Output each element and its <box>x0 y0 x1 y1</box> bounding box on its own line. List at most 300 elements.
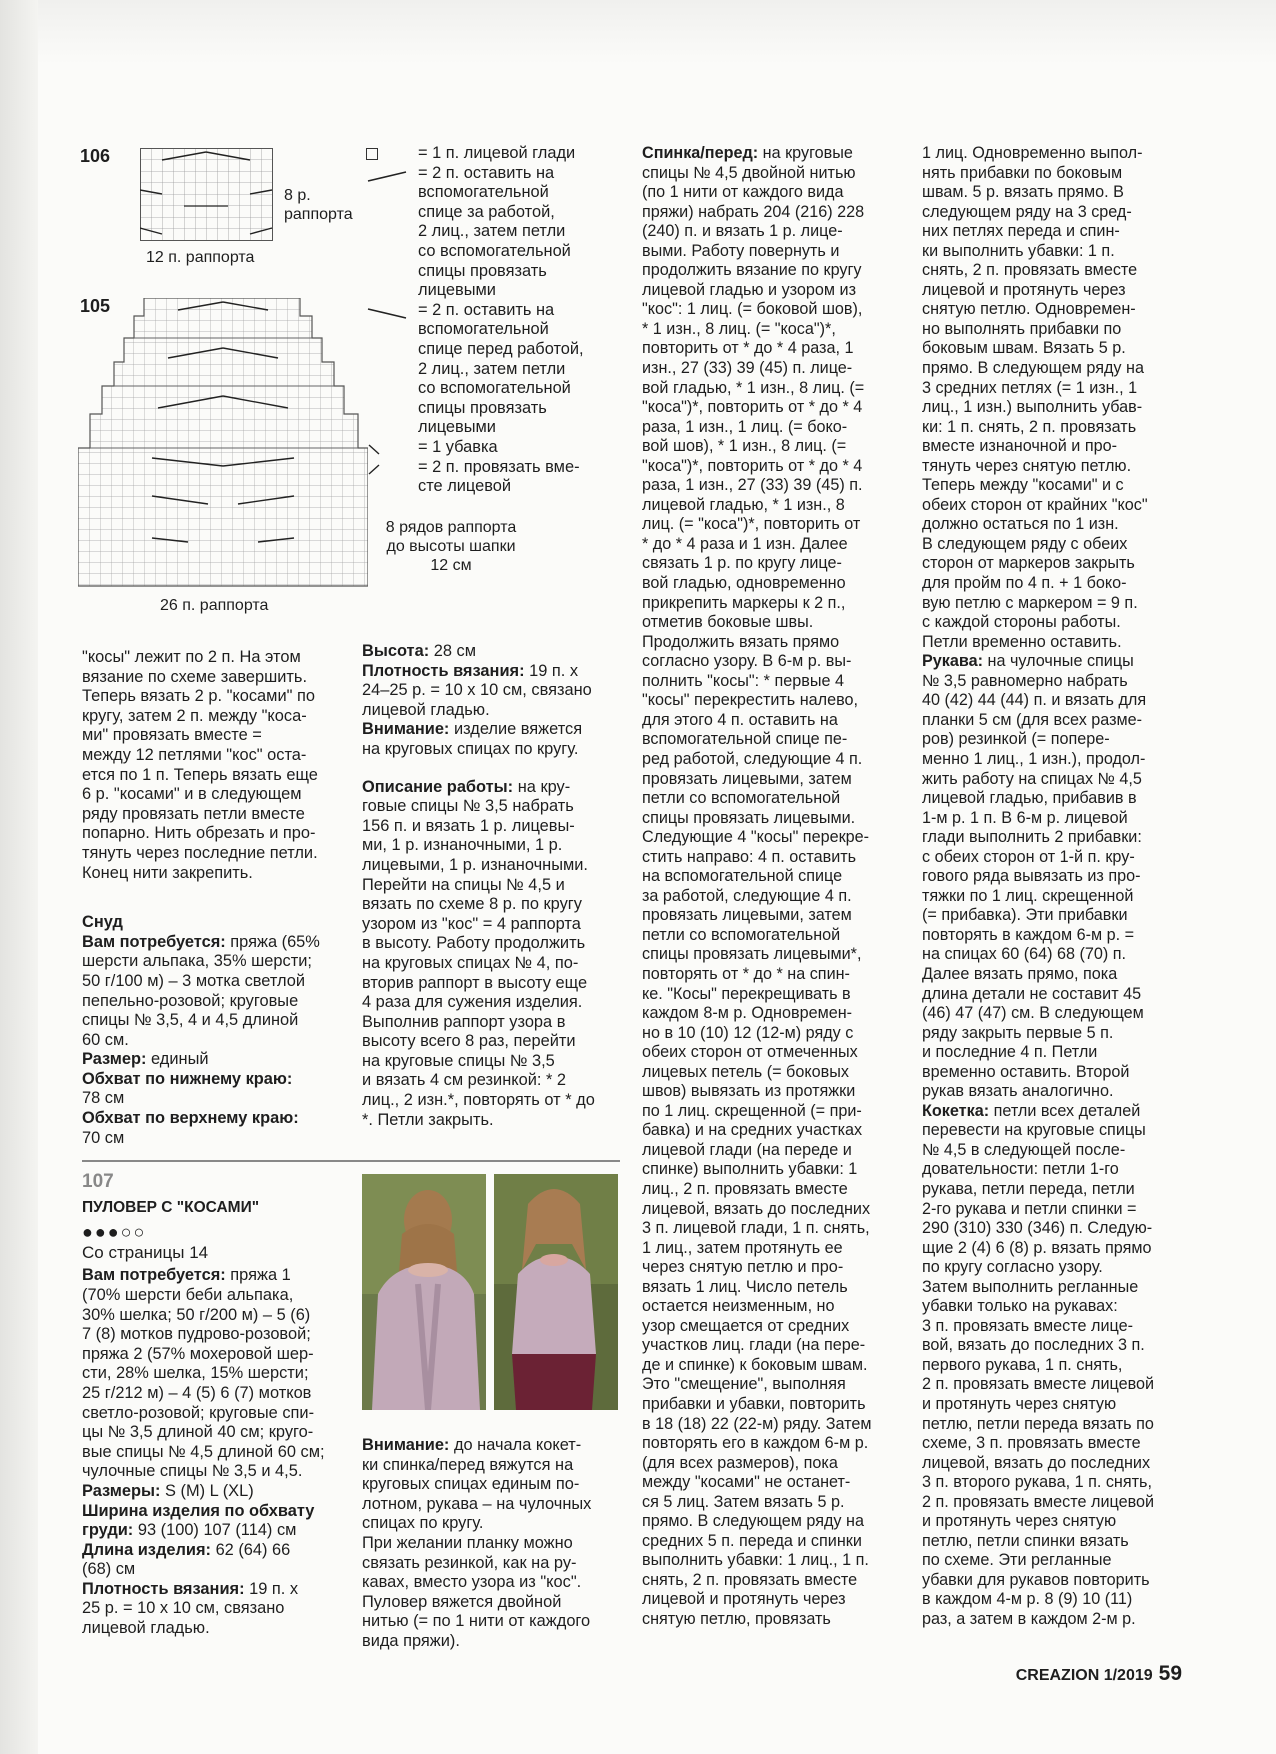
text-line: менно 1 лиц., 1 изн.), продол- <box>922 749 1146 768</box>
magazine-issue: CREAZION 1/2019 <box>1015 1667 1153 1684</box>
text-line: провязать лицевыми, затем <box>642 769 852 788</box>
sleeves-label: Рукава: <box>922 652 984 671</box>
text-line: лиц., 2 изн.*, повторять от * до <box>362 1091 595 1110</box>
text-line: снять, 2 п. провязать вместе <box>922 261 1138 280</box>
top-girth-label: Обхват по верхнему краю: <box>82 1109 299 1128</box>
text-line: каждом 8-м р. Одновремен- <box>642 1004 853 1023</box>
text-line: При желании планку можно <box>362 1533 573 1552</box>
text-line: на спицах 60 (64) 68 (70) п. <box>922 945 1127 964</box>
text-line: в 18 (18) 22 (22-м) ряду. Затем <box>642 1414 872 1433</box>
text-line: петли со вспомогательной <box>642 789 841 808</box>
text-line: на вспомогательной спице <box>642 867 843 886</box>
text-line: спицы провязать лицевыми. <box>642 808 856 827</box>
text-line: "коса")*, повторить от * до * 4 <box>642 456 863 475</box>
text-line: 60 см. <box>82 1030 129 1049</box>
legend-text: спицы провязать <box>418 261 547 280</box>
text-line: отметив боковые швы. <box>642 613 814 632</box>
text-line: вой гладью, одновременно <box>642 574 846 593</box>
text-line: выми. Работу повернуть и <box>642 241 840 260</box>
text-line: провязать лицевыми, затем <box>642 906 852 925</box>
text-line: пряжа 1 <box>230 1266 291 1285</box>
legend-text: спице за работой, <box>418 202 555 221</box>
text-line: вязать 1 лиц. Число петель <box>642 1277 848 1296</box>
text-line: раз, а затем в каждом 2-м р. <box>922 1610 1136 1629</box>
text-line: 30% шелка; 50 г/200 м) – 5 (6) <box>82 1305 311 1324</box>
difficulty-rating: ●●●○○ <box>82 1222 147 1243</box>
text-line: глади выполнить 2 прибавки: <box>922 828 1142 847</box>
text-line: вида пряжи). <box>362 1631 460 1650</box>
text-line: для пройм по 4 п. + 1 боко- <box>922 574 1127 593</box>
text-line: жить работу на спицах № 4,5 <box>922 769 1142 788</box>
text-line: снятую петлю. Одновремен- <box>922 300 1136 319</box>
text-line: и вязать 4 см резинкой: * 2 <box>362 1071 567 1090</box>
text-line: через снятую петлю и про- <box>642 1258 844 1277</box>
text-line: связать резинкой, как на ру- <box>362 1553 577 1572</box>
text-line: шерсти альпака, 35% шерсти; <box>82 952 312 971</box>
text-line: на круговых спицах № 4, по- <box>362 953 579 972</box>
bottom-girth-label: Обхват по нижнему краю: <box>82 1069 293 1088</box>
text-line: 50 г/100 м) – 3 мотка светлой <box>82 971 306 990</box>
chart-105-rows-line: 8 рядов раппорта <box>385 519 517 536</box>
text-line: полнить "косы": * первые 4 <box>642 671 844 690</box>
text-line: тяжки по 1 лиц. скрещенной <box>922 886 1134 905</box>
page-footer <box>1016 1662 1182 1686</box>
text-line: повторять в каждом 6-м р. = <box>922 925 1135 944</box>
text-line: круговых спицах единым по- <box>362 1475 580 1494</box>
text-line: согласно узору. В 6-м р. вы- <box>642 652 852 671</box>
text-line: Выполнив раппорт узора в <box>362 1012 566 1031</box>
text-line: 3 средних петлях (= 1 изн., 1 <box>922 378 1138 397</box>
text-line: спицах по кругу. <box>362 1514 484 1533</box>
text-line: спинке) выполнить убавки: 1 <box>642 1160 858 1179</box>
text-line: лицевой и протянуть через <box>922 280 1126 299</box>
text-line: Далее вязать прямо, пока <box>922 964 1118 983</box>
text-line: лицевой, вязать до последних <box>642 1199 871 1218</box>
text-line: 7 (8) мотков пудрово-розовой; <box>82 1325 311 1344</box>
text-line: раза, 1 изн., 1 лиц. (= боко- <box>642 417 848 436</box>
text-line: изделие вяжется <box>453 720 583 739</box>
column-4-sleeves-yoke <box>922 144 1194 1630</box>
text-line: (240) п. и вязать 1 р. лице- <box>642 222 843 241</box>
text-line: вместе изнаночной и про- <box>922 437 1117 456</box>
text-line: светло-розовой; круговые спи- <box>82 1403 315 1422</box>
text-line: лицевой гладью. <box>362 700 490 719</box>
column-2-bottom <box>362 1436 626 1652</box>
text-line: гового ряда вывязать из про- <box>922 867 1141 886</box>
chart-105-rows-line: 12 см <box>430 557 472 574</box>
text-line: 1 лиц. Одновременно выпол- <box>922 144 1143 162</box>
text-line: пряжи) набрать 204 (216) 228 <box>642 202 865 221</box>
text-line: нитью (= по 1 нити от каждого <box>362 1612 591 1631</box>
text-line: снятую петлю, провязать <box>642 1610 831 1629</box>
text-line: № 3,5 равномерно набрать <box>922 671 1128 690</box>
text-line: убавки для рукавов повторить <box>922 1570 1150 1589</box>
height-label: Высота: <box>362 642 430 660</box>
text-line: *. Петли закрыть. <box>362 1110 494 1129</box>
text-line: вторив раппорт в высоту еще <box>362 973 588 992</box>
text-line: прямо. В следующем ряду на <box>642 1512 864 1531</box>
pattern-number: 107 <box>82 1171 114 1192</box>
chart-106-stitches-label: 12 п. раппорта <box>146 249 255 266</box>
text-line: повторить от * до * 4 раза, 1 <box>642 339 854 358</box>
text-line: сти, 28% шелка, 15% шерсти; <box>82 1364 309 1383</box>
text-line: нять прибавки по боковым <box>922 163 1123 182</box>
text-line: планки 5 см (для всех разме- <box>922 710 1143 729</box>
text-line: с каждой стороны работы. <box>922 613 1121 632</box>
page-top-shadow <box>0 0 1276 64</box>
text-line: Теперь вязать 2 р. "косами" по <box>82 687 315 706</box>
text-line: в высоту. Работу продолжить <box>362 934 586 953</box>
text-line: (по 1 нити от каждого вида <box>642 183 844 202</box>
legend-text: 2 лиц., затем петли <box>418 222 566 241</box>
text-line: говые спицы № 3,5 набрать <box>362 797 574 816</box>
text-line: боковым швам. Вязать 5 р. <box>922 339 1126 358</box>
text-line: следующем ряду на 3 сред- <box>922 202 1132 221</box>
text-line: петли со вспомогательной <box>642 925 841 944</box>
text-line: вязать по схеме 8 р. по кругу <box>362 895 582 914</box>
size-label: Размер: <box>82 1050 147 1069</box>
text-line: продолжить вязание по кругу <box>642 261 862 280</box>
text-line: до начала кокет- <box>453 1436 582 1454</box>
legend-text: со вспомогательной <box>418 379 571 398</box>
legend-text: лицевыми <box>418 418 496 437</box>
text-line: для этого 4 п. оставить на <box>642 710 838 729</box>
legend-text: = 2 п. оставить на <box>418 300 555 319</box>
length-value-cont: (68) см <box>82 1560 136 1579</box>
text-line: и протянуть через снятую <box>922 1395 1117 1413</box>
chart-105-stitches-label: 26 п. раппорта <box>160 597 269 614</box>
text-line: Продолжить вязать прямо <box>642 632 840 651</box>
text-line: 156 п. и вязать 1 р. лицевы- <box>362 816 575 835</box>
text-line: повторять от * до * на спин- <box>642 964 850 983</box>
length-value: 62 (64) 66 <box>215 1540 291 1559</box>
chart-106-rows-label <box>284 186 353 224</box>
attention-label: Внимание: <box>362 720 450 739</box>
text-line: цы № 3,5 длиной 40 см; круго- <box>82 1423 314 1442</box>
length-label: Длина изделия: <box>82 1540 211 1559</box>
text-line: вой шов), * 1 изн., 8 лиц. (= <box>642 437 847 456</box>
text-line: "косы" перекрестить налево, <box>642 691 859 710</box>
text-line: 6 р. "косами" и в следующем <box>82 785 302 804</box>
text-line: пряжа 2 (57% мохеровой шер- <box>82 1344 314 1363</box>
text-line: ми, 1 р. изнаночными, 1 р. <box>362 836 563 855</box>
text-line: 25 р. = 10 х 10 см, связано <box>82 1599 285 1618</box>
text-line: и последние 4 п. Петли <box>922 1043 1098 1062</box>
text-line: ряду закрыть первые 5 п. <box>922 1023 1114 1042</box>
text-line: спицы провязать лицевыми*, <box>642 945 862 964</box>
text-line: ки спинка/перед вяжутся на <box>362 1455 574 1474</box>
text-line: обеих сторон от отмеченных <box>642 1043 858 1062</box>
legend-text: со вспомогательной <box>418 241 571 260</box>
text-line: на круговые спицы № 3,5 <box>362 1051 555 1070</box>
text-line: 1 лиц., затем протянуть ее <box>642 1238 843 1257</box>
cable-right-icon <box>366 303 412 321</box>
text-line: 4 раза для сужения изделия. <box>362 993 583 1012</box>
text-line: Следующие 4 "косы" перекре- <box>642 828 870 847</box>
text-line: "кос": 1 лиц. (= боковой шов), <box>642 300 863 319</box>
top-girth-value: 70 см <box>82 1128 125 1147</box>
legend-item <box>366 438 626 458</box>
text-line: прямо. В следующем ряду на <box>922 359 1144 378</box>
text-line: вую петлю с маркером = 9 п. <box>922 593 1138 612</box>
text-line: вспомогательной спице пе- <box>642 730 848 749</box>
text-line: (= прибавка). Эти прибавки <box>922 906 1128 925</box>
width-value: 93 (100) 107 (114) см <box>137 1521 297 1540</box>
legend-item <box>366 144 626 164</box>
attention-label: Внимание: <box>362 1436 450 1454</box>
text-line: изн., 27 (33) 39 (45) п. лице- <box>642 359 853 378</box>
text-line: средних 5 п. переда и спинки <box>642 1531 862 1550</box>
text-line: вой, вязать до последних 3 п. <box>922 1336 1145 1355</box>
text-line: вязание по схеме завершить. <box>82 667 308 686</box>
legend-item <box>366 458 626 497</box>
text-line: 2-го рукава и петли спинки = <box>922 1199 1137 1218</box>
legend-text: спицы провязать <box>418 398 547 417</box>
back-front-label: Спинка/перед: <box>642 144 759 162</box>
text-line: ке. "Косы" перекрещивать в <box>642 984 851 1003</box>
text-line: лиц. (= "коса")*, повторить от <box>642 515 861 534</box>
text-line: вые спицы № 4,5 длиной 60 см; <box>82 1442 325 1461</box>
bottom-girth-value: 78 см <box>82 1089 125 1108</box>
text-line: вой гладью, * 1 изн., 8 лиц. (= <box>642 378 865 397</box>
sweater-back-photo <box>362 1174 486 1410</box>
text-line: между "косами" не останет- <box>642 1473 851 1492</box>
text-line: попарно. Нить обрезать и про- <box>82 824 316 843</box>
legend-text: = 1 убавка <box>418 437 498 456</box>
text-line: Затем выполнить регланные <box>922 1277 1139 1296</box>
legend-text: вспомогательной <box>418 320 549 339</box>
text-line: сторон от маркеров закрыть <box>922 554 1135 573</box>
legend-text: 2 лиц., затем петли <box>418 359 566 378</box>
text-line: на круговых спицах по кругу. <box>362 739 579 758</box>
text-line: 19 п. х <box>529 661 579 680</box>
text-line: лицевых петель (= боковых <box>642 1062 849 1081</box>
text-line: ки выполнить убавки: 1 п. <box>922 241 1115 260</box>
text-line: длина детали не составит 45 <box>922 984 1142 1003</box>
text-line: с обеих сторон от 1-й п. кру- <box>922 847 1135 866</box>
section-divider <box>82 1160 620 1162</box>
text-line: 2 п. провязать вместе лицевой <box>922 1375 1155 1394</box>
text-line: "косы" лежит по 2 п. На этом <box>82 648 301 666</box>
text-line: Перейти на спицы № 4,5 и <box>362 875 565 894</box>
text-line: лицевой гладью, * 1 изн., 8 <box>642 495 845 514</box>
legend-item <box>366 164 626 301</box>
legend-text: = 1 п. лицевой глади <box>418 144 576 162</box>
column-1 <box>82 648 352 1148</box>
text-line: спицы № 4,5 двойной нитью <box>642 163 856 182</box>
text-line: лицевой и протянуть через <box>642 1590 846 1609</box>
column-3-back-front <box>642 144 914 1630</box>
legend-text: = 2 п. провязать вме- <box>418 457 580 476</box>
text-line: узор смещается от средних <box>642 1316 850 1335</box>
text-line: кругу, затем 2 п. между "коса- <box>82 706 307 725</box>
text-line: первого рукава, 1 п. снять, <box>922 1355 1123 1374</box>
legend-text: лицевыми <box>418 281 496 300</box>
text-line: но в 10 (10) 12 (12-м) ряду с <box>642 1023 854 1042</box>
yoke-label-row <box>922 1102 1194 1122</box>
text-line: лицевой гладью, прибавив в <box>922 789 1137 808</box>
text-line: между 12 петлями "кос" оста- <box>82 745 307 764</box>
text-line: швов) вывязать из протяжки <box>642 1082 856 1101</box>
text-line: Конец нити закрепить. <box>82 863 253 882</box>
column-2 <box>362 642 622 1130</box>
text-line: на круговые <box>762 144 853 162</box>
text-line: № 4,5 в следующей после- <box>922 1140 1126 1159</box>
legend-text: сте лицевой <box>418 477 512 496</box>
text-line: пепельно-розовой; круговые <box>82 991 299 1010</box>
text-line: 1-м р. 1 п. В 6-м р. лицевой <box>922 808 1128 827</box>
text-line: 24–25 р. = 10 х 10 см, связано <box>362 681 592 700</box>
hat-finish-text <box>82 648 352 883</box>
decrease-icon <box>366 440 386 458</box>
text-line: узором из "кос" = 4 раппорта <box>362 914 581 933</box>
density-label: Плотность вязания: <box>82 1579 245 1598</box>
chart-106-rows-line: раппорта <box>284 206 353 223</box>
chart-105-rows-label <box>376 518 526 575</box>
text-line: на чулочные спицы <box>987 652 1134 671</box>
text-line: * 1 изн., 8 лиц. (= "коса")*, <box>642 319 836 338</box>
text-line: стить направо: 4 п. оставить <box>642 847 857 866</box>
text-line: высоту всего 8 раз, перейти <box>362 1032 576 1051</box>
sleeves-label-row <box>922 652 1194 672</box>
text-line: ся 5 лиц. Затем вязать 5 р. <box>642 1492 845 1511</box>
text-line: 3 п. лицевой глади, 1 п. снять, <box>642 1219 870 1238</box>
text-line: * до * 4 раза и 1 изн. Далее <box>642 534 848 553</box>
text-line: В следующем ряду с обеих <box>922 534 1128 553</box>
text-line: лицевыми, 1 р. изнаночными. <box>362 855 588 874</box>
chart-106-grid <box>140 148 274 242</box>
text-line: 290 (310) 330 (346) п. Следую- <box>922 1219 1153 1238</box>
text-line: 3 п. второго рукава, 1 п. снять, <box>922 1473 1152 1492</box>
sizes-value: S (M) L (XL) <box>165 1481 254 1500</box>
text-line: "коса")*, повторить от * до * 4 <box>642 398 863 417</box>
text-line: Это "смещение", выполняя <box>642 1375 846 1394</box>
snud-title: Снуд <box>82 913 123 932</box>
text-line: и протянуть через снятую <box>922 1512 1117 1531</box>
text-line: Пуловер вяжется двойной <box>362 1592 562 1611</box>
chart-106-number: 106 <box>80 146 111 166</box>
text-line: рукав вязать аналогично. <box>922 1082 1114 1101</box>
chart-legend <box>366 144 626 497</box>
legend-text: вспомогательной <box>418 183 549 202</box>
text-line: 25 г/212 м) – 4 (5) 6 (7) мотков <box>82 1383 312 1402</box>
text-line: ред работой, следующие 4 п. <box>642 749 863 768</box>
pattern-title: ПУЛОВЕР С "КОСАМИ" <box>82 1198 260 1216</box>
width-label-cont: груди: <box>82 1521 134 1540</box>
text-line: прибавки и убавки, повторить <box>642 1395 866 1413</box>
text-line: швам. 5 р. вязать прямо. В <box>922 183 1124 202</box>
from-page-note: Со страницы 14 <box>82 1242 209 1262</box>
text-line: 40 (42) 44 (44) п. и вязать для <box>922 691 1147 710</box>
text-line: спицы № 3,5, 4 и 4,5 длиной <box>82 1011 299 1030</box>
text-line: лиц., 1 изн.) выполнить убав- <box>922 398 1143 417</box>
text-line: связать 1 р. по кругу лице- <box>642 554 842 573</box>
text-line: Петли временно оставить. <box>922 632 1122 651</box>
text-line: бавка) и на средних участках <box>642 1121 863 1140</box>
text-line: временно оставить. Второй <box>922 1062 1130 1081</box>
chart-105-number: 105 <box>80 296 111 316</box>
legend-item <box>366 301 626 438</box>
snud-need-label: Вам потребуется: <box>82 932 226 951</box>
width-label: Ширина изделия по обхвату <box>82 1501 315 1520</box>
text-line: (для всех размеров), пока <box>642 1453 838 1472</box>
legend-text: спице перед работой, <box>418 339 584 358</box>
text-line: ряду провязать петли вместе <box>82 804 305 823</box>
text-line: 3 п. провязать вместе лице- <box>922 1316 1133 1335</box>
height-value: 28 см <box>433 642 476 660</box>
cable-left-icon <box>366 166 412 184</box>
text-line: лицевой глади (на переде и <box>642 1140 852 1159</box>
text-line: пряжа (65% <box>230 932 320 951</box>
text-line: за работой, следующие 4 п. <box>642 886 852 905</box>
pattern-107-header <box>82 1172 352 1639</box>
work-description-label: Описание работы: <box>362 777 514 796</box>
text-line: тянуть через последние петли. <box>82 843 318 862</box>
empty-square-icon <box>366 148 378 160</box>
text-line: петлю, петли спинки вязать <box>922 1531 1129 1550</box>
text-line: лиц., 2 п. провязать вместе <box>642 1179 848 1198</box>
need-label: Вам потребуется: <box>82 1266 226 1285</box>
sizes-label: Размеры: <box>82 1481 161 1500</box>
text-line: участков лиц. глади (на пере- <box>642 1336 866 1355</box>
text-line: Теперь между "косами" и с <box>922 476 1124 495</box>
text-line: обеих сторон от крайних "кос" <box>922 495 1148 514</box>
text-line: повторять его в каждом 6-м р. <box>642 1434 869 1453</box>
text-line: ми" провязать вместе = <box>82 726 262 745</box>
text-line: 2 п. провязать вместе лицевой <box>922 1492 1155 1511</box>
text-line: лицевой гладью. <box>82 1619 210 1638</box>
text-line: должно остаться по 1 изн. <box>922 515 1119 534</box>
text-line: по кругу согласно узору. <box>922 1258 1103 1277</box>
text-line: лицевой, вязать до последних <box>922 1453 1151 1472</box>
text-line: петлю, петли переда вязать по <box>922 1414 1154 1433</box>
sweater-front-photo <box>494 1174 618 1410</box>
text-line: де и спинке) к боковым швам. <box>642 1355 868 1374</box>
size-value: единый <box>151 1050 209 1069</box>
text-line: на кру- <box>517 777 571 796</box>
text-line: ров) резинкой (= попере- <box>922 730 1110 749</box>
text-line: них петлях переда и спин- <box>922 222 1120 241</box>
text-line: лицевой гладью и узором из <box>642 280 857 299</box>
text-line: но выполнять прибавки по <box>922 319 1122 338</box>
text-line: убавки только на рукавах: <box>922 1297 1118 1316</box>
yoke-label: Кокетка: <box>922 1101 990 1120</box>
chart-105-rows-line: до высоты шапки <box>386 538 516 555</box>
text-line: ется по 1 п. Теперь вязать еще <box>82 765 318 784</box>
text-line: рукава, петли переда, петли <box>922 1179 1135 1198</box>
text-line: схеме, 3 п. провязать вместе <box>922 1434 1141 1453</box>
text-line: по схеме. Эти регланные <box>922 1551 1112 1570</box>
text-line: довательности: петли 1-го <box>922 1160 1119 1179</box>
text-line: по 1 лиц. скрещенной (= при- <box>642 1101 862 1120</box>
text-line: чулочные спицы № 3,5 и 4,5. <box>82 1462 303 1481</box>
text-line: (46) 47 (47) см. В следующем <box>922 1004 1144 1023</box>
text-line: лотном, рукава – на чулочных <box>362 1494 592 1513</box>
text-line: (70% шерсти беби альпака, <box>82 1285 294 1304</box>
density-label: Плотность вязания: <box>362 661 525 680</box>
text-line: щие 2 (4) 6 (8) р. вязать прямо <box>922 1238 1152 1257</box>
chart-106-rows-line: 8 р. <box>284 187 311 204</box>
text-line: тянуть через снятую петлю. <box>922 456 1132 475</box>
k2tog-icon <box>366 460 386 478</box>
text-line: кавах, вместо узора из "кос". <box>362 1573 582 1592</box>
text-line: раза, 1 изн., 27 (33) 39 (45) п. <box>642 476 863 495</box>
text-line: выполнить убавки: 1 лиц., 1 п. <box>642 1551 869 1570</box>
text-line: ки: 1 п. снять, 2 п. провязать <box>922 417 1137 436</box>
text-line: петли всех деталей <box>993 1101 1141 1120</box>
text-line: 19 п. х <box>249 1579 299 1598</box>
text-line: в каждом 4-м р. 8 (9) 10 (11) <box>922 1590 1133 1609</box>
